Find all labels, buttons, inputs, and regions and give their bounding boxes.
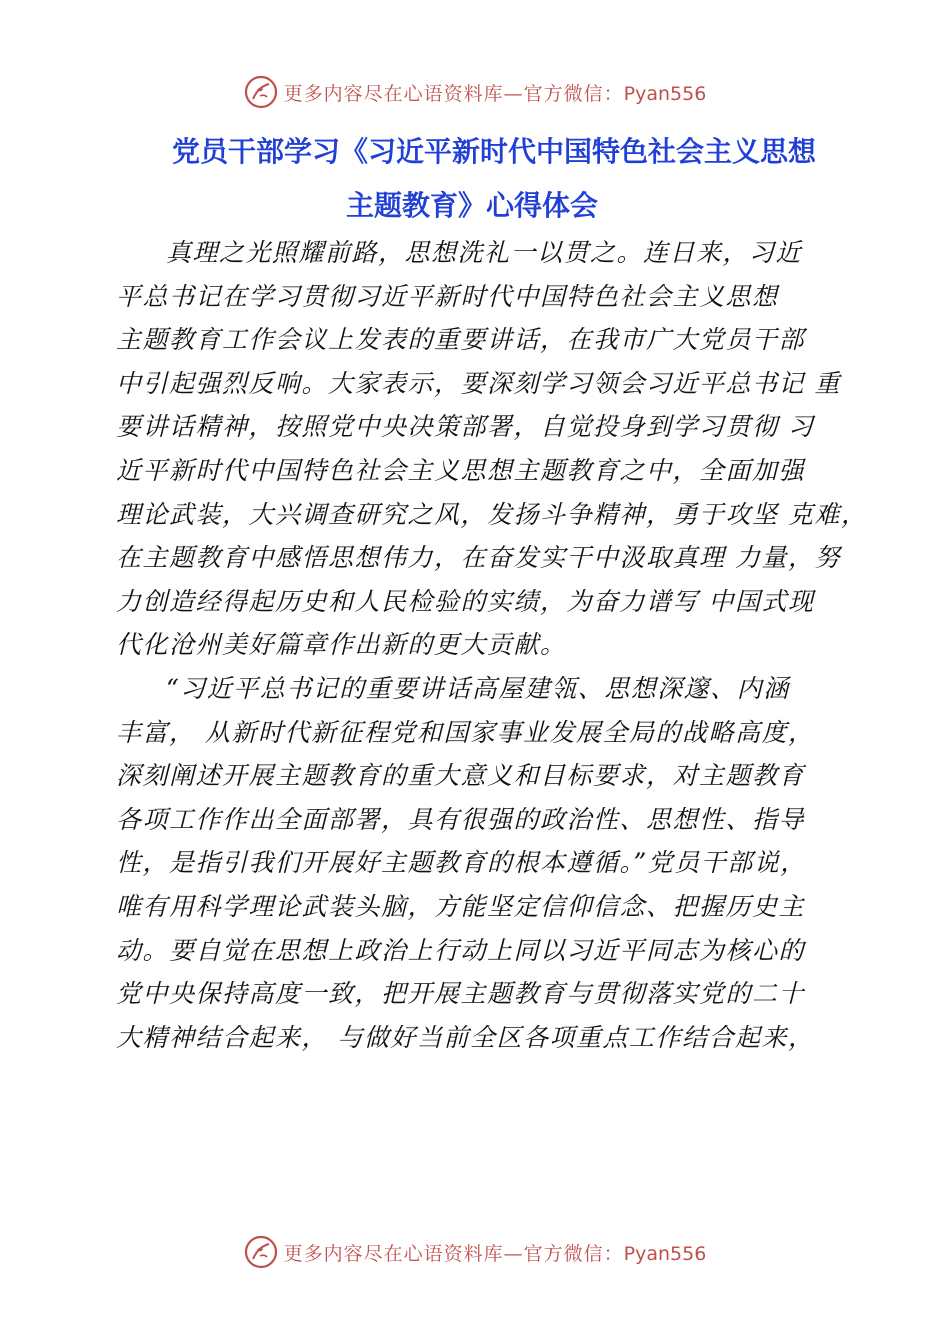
banner-text [284,1239,707,1266]
paragraph-1-line: 力创造经得起历史和人民检验的实绩，为奋力谱写 中国式现 [116,586,815,616]
document-title-line-2: 主题教育》心得体会 [346,189,599,222]
paragraph-2-line: 大精神结合起来， 与做好当前全区各项重点工作结合起来， [116,1022,815,1052]
banner-label: 更多内容尽在心语资料库—官方微信： [283,82,624,105]
paragraph-2-line: 动。要自觉在思想上政治上行动上同以习近平同志为核心的 [116,935,806,965]
paragraph-1-line: 代化沧州美好篇章作出新的更大贡献。 [116,630,567,660]
paragraph-1-line: 平总书记在学习贯彻习近平新时代中国特色社会主义思想 [116,281,779,311]
banner-label: 更多内容尽在心语资料库—官方微信： [283,1242,624,1265]
paragraph-2-line: 党中央保持高度一致，把开展主题教育与贯彻落实党的二十 [116,979,806,1009]
paragraph-1-line: 真理之光照耀前路，思想洗礼一以贯之。连日来，习近 [166,238,803,267]
header-banner [0,72,950,112]
paragraph-2-line: “习近平总书记的重要讲话高屋建瓴、思想深邃、内涵 [166,673,790,703]
wechat-id: Pyan556 [623,82,707,105]
document-body [116,231,868,1059]
rose-circle-logo-icon [244,1235,278,1269]
paragraph-2-line: 性，是指引我们开展好主题教育的根本遵循。”党员干部说， [116,848,807,878]
paragraph-1-line: 在主题教育中感悟思想伟力，在奋发实干中汲取真理 力量，努 [116,543,841,573]
paragraph-2-line: 各项工作作出全面部署，具有很强的政治性、思想性、指导 [116,804,806,834]
banner-text [284,79,707,106]
paragraph-1-line: 近平新时代中国特色社会主义思想主题教育之中，全面加强 [116,455,806,485]
paragraph-2-line: 丰富， 从新时代新征程党和国家事业发展全局的战略高度， [116,717,815,747]
paragraph-1-line: 理论武装，大兴调查研究之风，发扬斗争精神，勇于攻坚 克难， [116,499,868,529]
paragraph-2-line: 深刻阐述开展主题教育的重大意义和目标要求，对主题教育 [116,761,806,791]
paragraph-2-line: 唯有用科学理论武装头脑，方能坚定信仰信念、把握历史主 [116,891,806,921]
paragraph-1-line: 主题教育工作会议上发表的重要讲话，在我市广大党员干部 [116,325,806,355]
paragraph-1-line: 中引起强烈反响。大家表示，要深刻学习领会习近平总书记 重 [116,368,841,398]
footer-banner [0,1232,950,1272]
wechat-id: Pyan556 [623,1242,707,1265]
paragraph-1-line: 要讲话精神，按照党中央决策部署，自觉投身到学习贯彻 习 [116,412,815,442]
document-title-line-1: 党员干部学习《习近平新时代中国特色社会主义思想 [172,135,817,168]
rose-circle-logo-icon [244,75,278,109]
